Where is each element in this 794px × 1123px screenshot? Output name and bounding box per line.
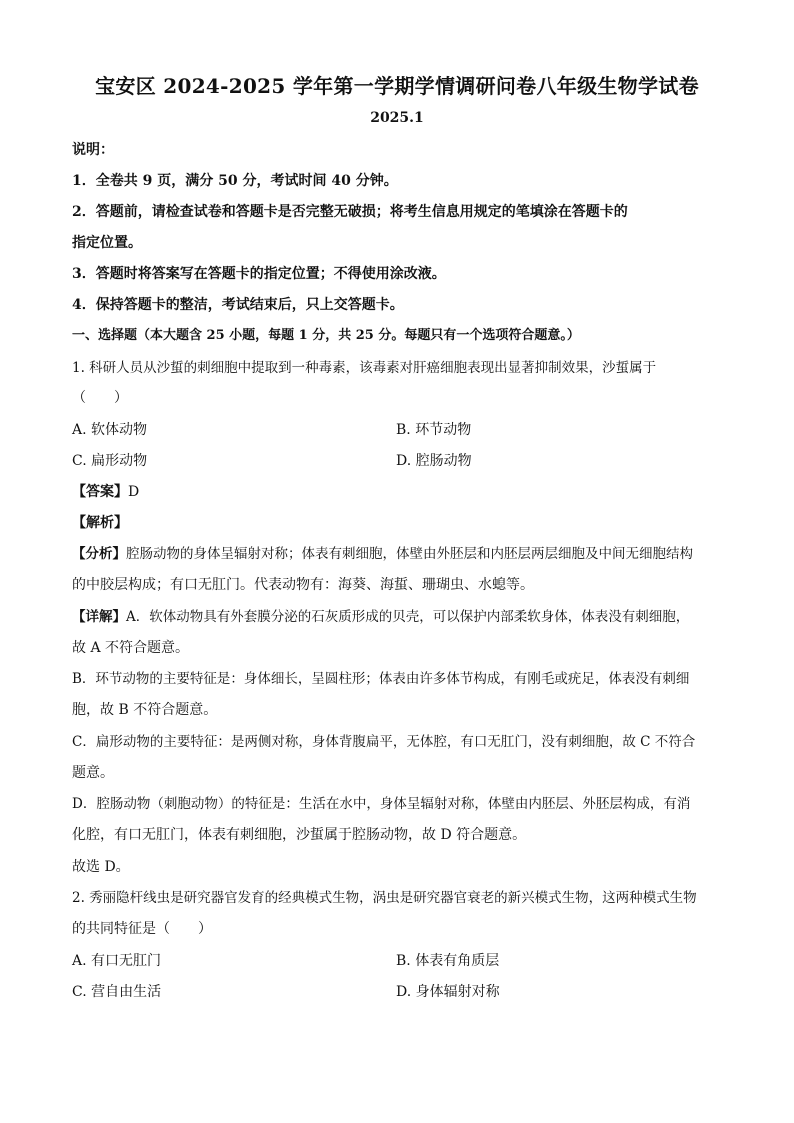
xiangjie-line: [72, 607, 722, 627]
fenxi-tag: 【分析】: [72, 546, 126, 562]
xiangjie-line: 故 A 不符合题意。: [72, 640, 190, 656]
explanation-c: C．扁形动物的主要特征：是两侧对称，身体背腹扁平，无体腔，有口无肛门，没有刺细胞，故 C 不符合: [72, 734, 696, 750]
xiangjie-text: A．软体动物具有外套膜分泌的石灰质形成的贝壳，可以保护内部柔软身体，体表没有刺细胞，: [126, 609, 690, 625]
fenxi-line: [72, 544, 722, 564]
section-heading: 一、选择题（本大题含 25 小题，每题 1 分，共 25 分。每题只有一个选项符合题意。）: [72, 328, 580, 343]
instruction-item: 2．答题前，请检查试卷和答题卡是否完整无破损；将考生信息用规定的笔填涂在答题卡的: [72, 204, 628, 220]
fenxi-line: 的中胶层构成；有口无肛门。代表动物有：海葵、海蜇、珊瑚虫、水螅等。: [72, 577, 534, 593]
instruction-item: 4．保持答题卡的整洁，考试结束后，只上交答题卡。: [72, 297, 404, 313]
explanation-b: 胞，故 B 不符合题意。: [72, 702, 218, 718]
instructions-heading: 说明：: [72, 142, 114, 158]
question-1-stem: 1. 科研人员从沙蜇的刺细胞中提取到一种毒素，该毒素对肝癌细胞表现出显著抑制效果，沙蜇属于: [72, 360, 657, 376]
explanation-b: B．环节动物的主要特征是：身体细长，呈圆柱形；体表由许多体节构成，有刚毛或疣足，体表没有刺细: [72, 671, 690, 687]
question-2-stem: 2. 秀丽隐杆线虫是研究器官发育的经典模式生物，涡虫是研究器官衰老的新兴模式生物，这两种模式生物: [72, 890, 697, 906]
question-1-option-b: B. 环节动物: [396, 422, 472, 438]
question-2-stem: 的共同特征是（ ）: [72, 921, 212, 937]
instruction-item: 1．全卷共 9 页，满分 50 分，考试时间 40 分钟。: [72, 173, 398, 189]
instruction-item: 3．答题时将答案写在答题卡的指定位置；不得使用涂改液。: [72, 266, 446, 282]
question-1-answer: [72, 482, 722, 502]
question-1-option-a: A. 软体动物: [72, 422, 148, 438]
answer-value: D: [128, 484, 140, 500]
question-1-option-c: C. 扁形动物: [72, 453, 148, 469]
fenxi-text: 腔肠动物的身体呈辐射对称；体表有刺细胞，体壁由外胚层和内胚层两层细胞及中间无细胞结构: [126, 546, 693, 562]
instruction-item: 指定位置。: [72, 235, 142, 251]
exam-title: 宝安区 2024-2025 学年第一学期学情调研问卷八年级生物学试卷: [95, 74, 699, 98]
analysis-tag: 【解析】: [72, 515, 128, 531]
question-2-option-b: B. 体表有角质层: [396, 953, 500, 969]
conclusion: 故选 D。: [72, 859, 130, 875]
question-2-option-d: D. 身体辐射对称: [396, 984, 500, 1000]
explanation-c: 题意。: [72, 765, 114, 781]
explanation-d: D．腔肠动物（刺胞动物）的特征是：生活在水中，身体呈辐射对称，体壁由内胚层、外胚层构成，有消: [72, 796, 691, 812]
question-1-stem-bracket: （ ）: [72, 390, 128, 406]
xiangjie-tag: 【详解】: [72, 609, 126, 625]
question-1-option-d: D. 腔肠动物: [396, 453, 472, 469]
exam-date: 2025.1: [370, 110, 424, 126]
explanation-d: 化腔，有口无肛门，体表有刺细胞，沙蜇属于腔肠动物，故 D 符合题意。: [72, 827, 527, 843]
question-2-option-a: A. 有口无肛门: [72, 953, 162, 969]
answer-tag: 【答案】: [72, 484, 128, 500]
question-2-option-c: C. 营自由生活: [72, 984, 162, 1000]
